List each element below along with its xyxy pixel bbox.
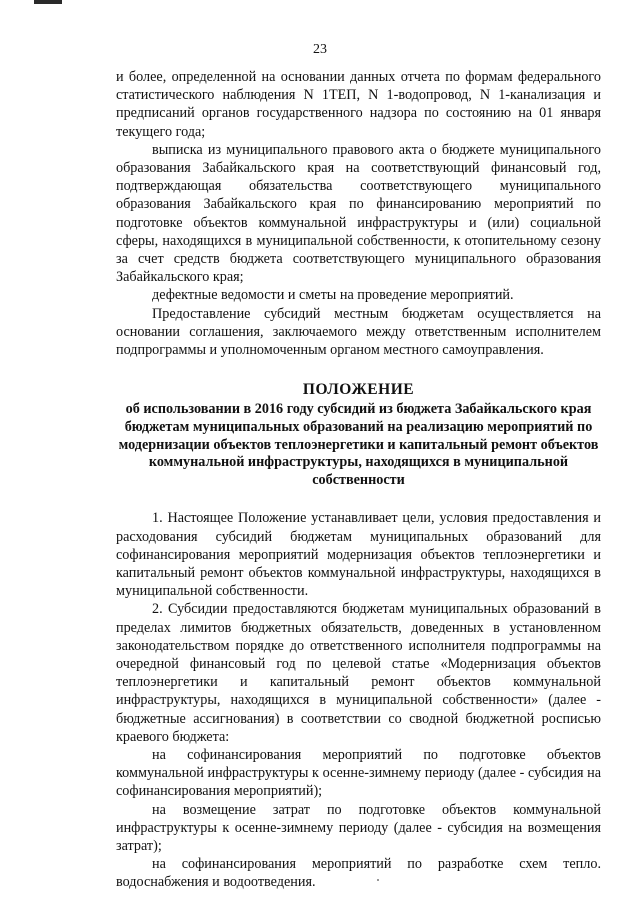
document-body: [116, 68, 601, 892]
paragraph-clause-1: 1. Настоящее Положение устанавливает цели, условия предоставления и расходования субсидий бюджетам муниципальных образований для софинансирования мероприятий модернизация объектов теплоэнергетики и капитальный ремонт объектов коммунальной инфраструктуры, находящихся в муниципальной собственности.: [116, 510, 601, 600]
scan-artifact: [34, 0, 62, 4]
paragraph-budget-extract: выписка из муниципального правового акта о бюджете муниципального образования Забайкальского края на соответствующий финансовый год, подтверждающая обязательства соответствующего муниципального образования Забайкальского края по финансированию мероприятий по подготовке объектов коммунальной инфраструктуры и (или) социальной сферы, находящихся в муниципальной собственности, к отопительному сезону за счет средств бюджета соответствующего муниципального образования Забайкальского края;: [116, 141, 601, 286]
paragraph-clause-2: 2. Субсидии предоставляются бюджетам муниципальных образований в пределах лимитов бюджетных обязательств, доведенных в установленном законодательством порядке до ответственного исполнителя подпрограммы на очередной финансовый год по целевой статье «Модернизация объектов теплоэнергетики и капитальный ремонт объектов коммунальной инфраструктуры, находящихся в муниципальной собственности» (далее - бюджетные ассигнования) в соответствии со сводной бюджетной росписью краевого бюджета:: [116, 601, 601, 745]
paragraph-cost-reimbursement: на возмещение затрат по подготовке объектов коммунальной инфраструктуры к осенне-зимнему периоду (далее - субсидия на возмещения затрат);: [116, 801, 601, 855]
heading-title: ПОЛОЖЕНИЕ: [302, 381, 415, 399]
scan-dot: [377, 879, 379, 881]
heading-subtitle: об использовании в 2016 году субсидий из бюджета Забайкальского края бюджетам муниципальных образований на реализацию мероприятий по модернизации объектов теплоэнергетики и капитальный ремонт объектов коммунальной инфраструктуры, находящихся в муниципальной собственности: [118, 401, 599, 488]
section-heading: [116, 381, 601, 489]
paragraph-defect-statements: дефектные ведомости и сметы на проведение мероприятий.: [152, 287, 514, 304]
paragraph-report-forms: и более, определенной на основании данных отчета по формам федерального статистического наблюдения N 1ТЕП, N 1-водопровод, N 1-канализация и предписаний органов государственного надзора по состоянию на 01 января текущего года;: [116, 69, 601, 140]
paragraph-cofinancing-schemes: на софинансирования мероприятий по разработке схем тепло. водоснабжения и водоотведения.: [116, 856, 601, 891]
page-number: 23: [313, 42, 327, 57]
paragraph-subsidy-agreement: Предоставление субсидий местным бюджетам осуществляется на основании соглашения, заключаемого между ответственным исполнителем подпрограммы и уполномоченным органом местного самоуправления.: [116, 305, 601, 359]
paragraph-cofinancing-preparation: на софинансирования мероприятий по подготовке объектов коммунальной инфраструктуры к осенне-зимнему периоду (далее - субсидия на софинансирования мероприятий);: [116, 747, 601, 800]
